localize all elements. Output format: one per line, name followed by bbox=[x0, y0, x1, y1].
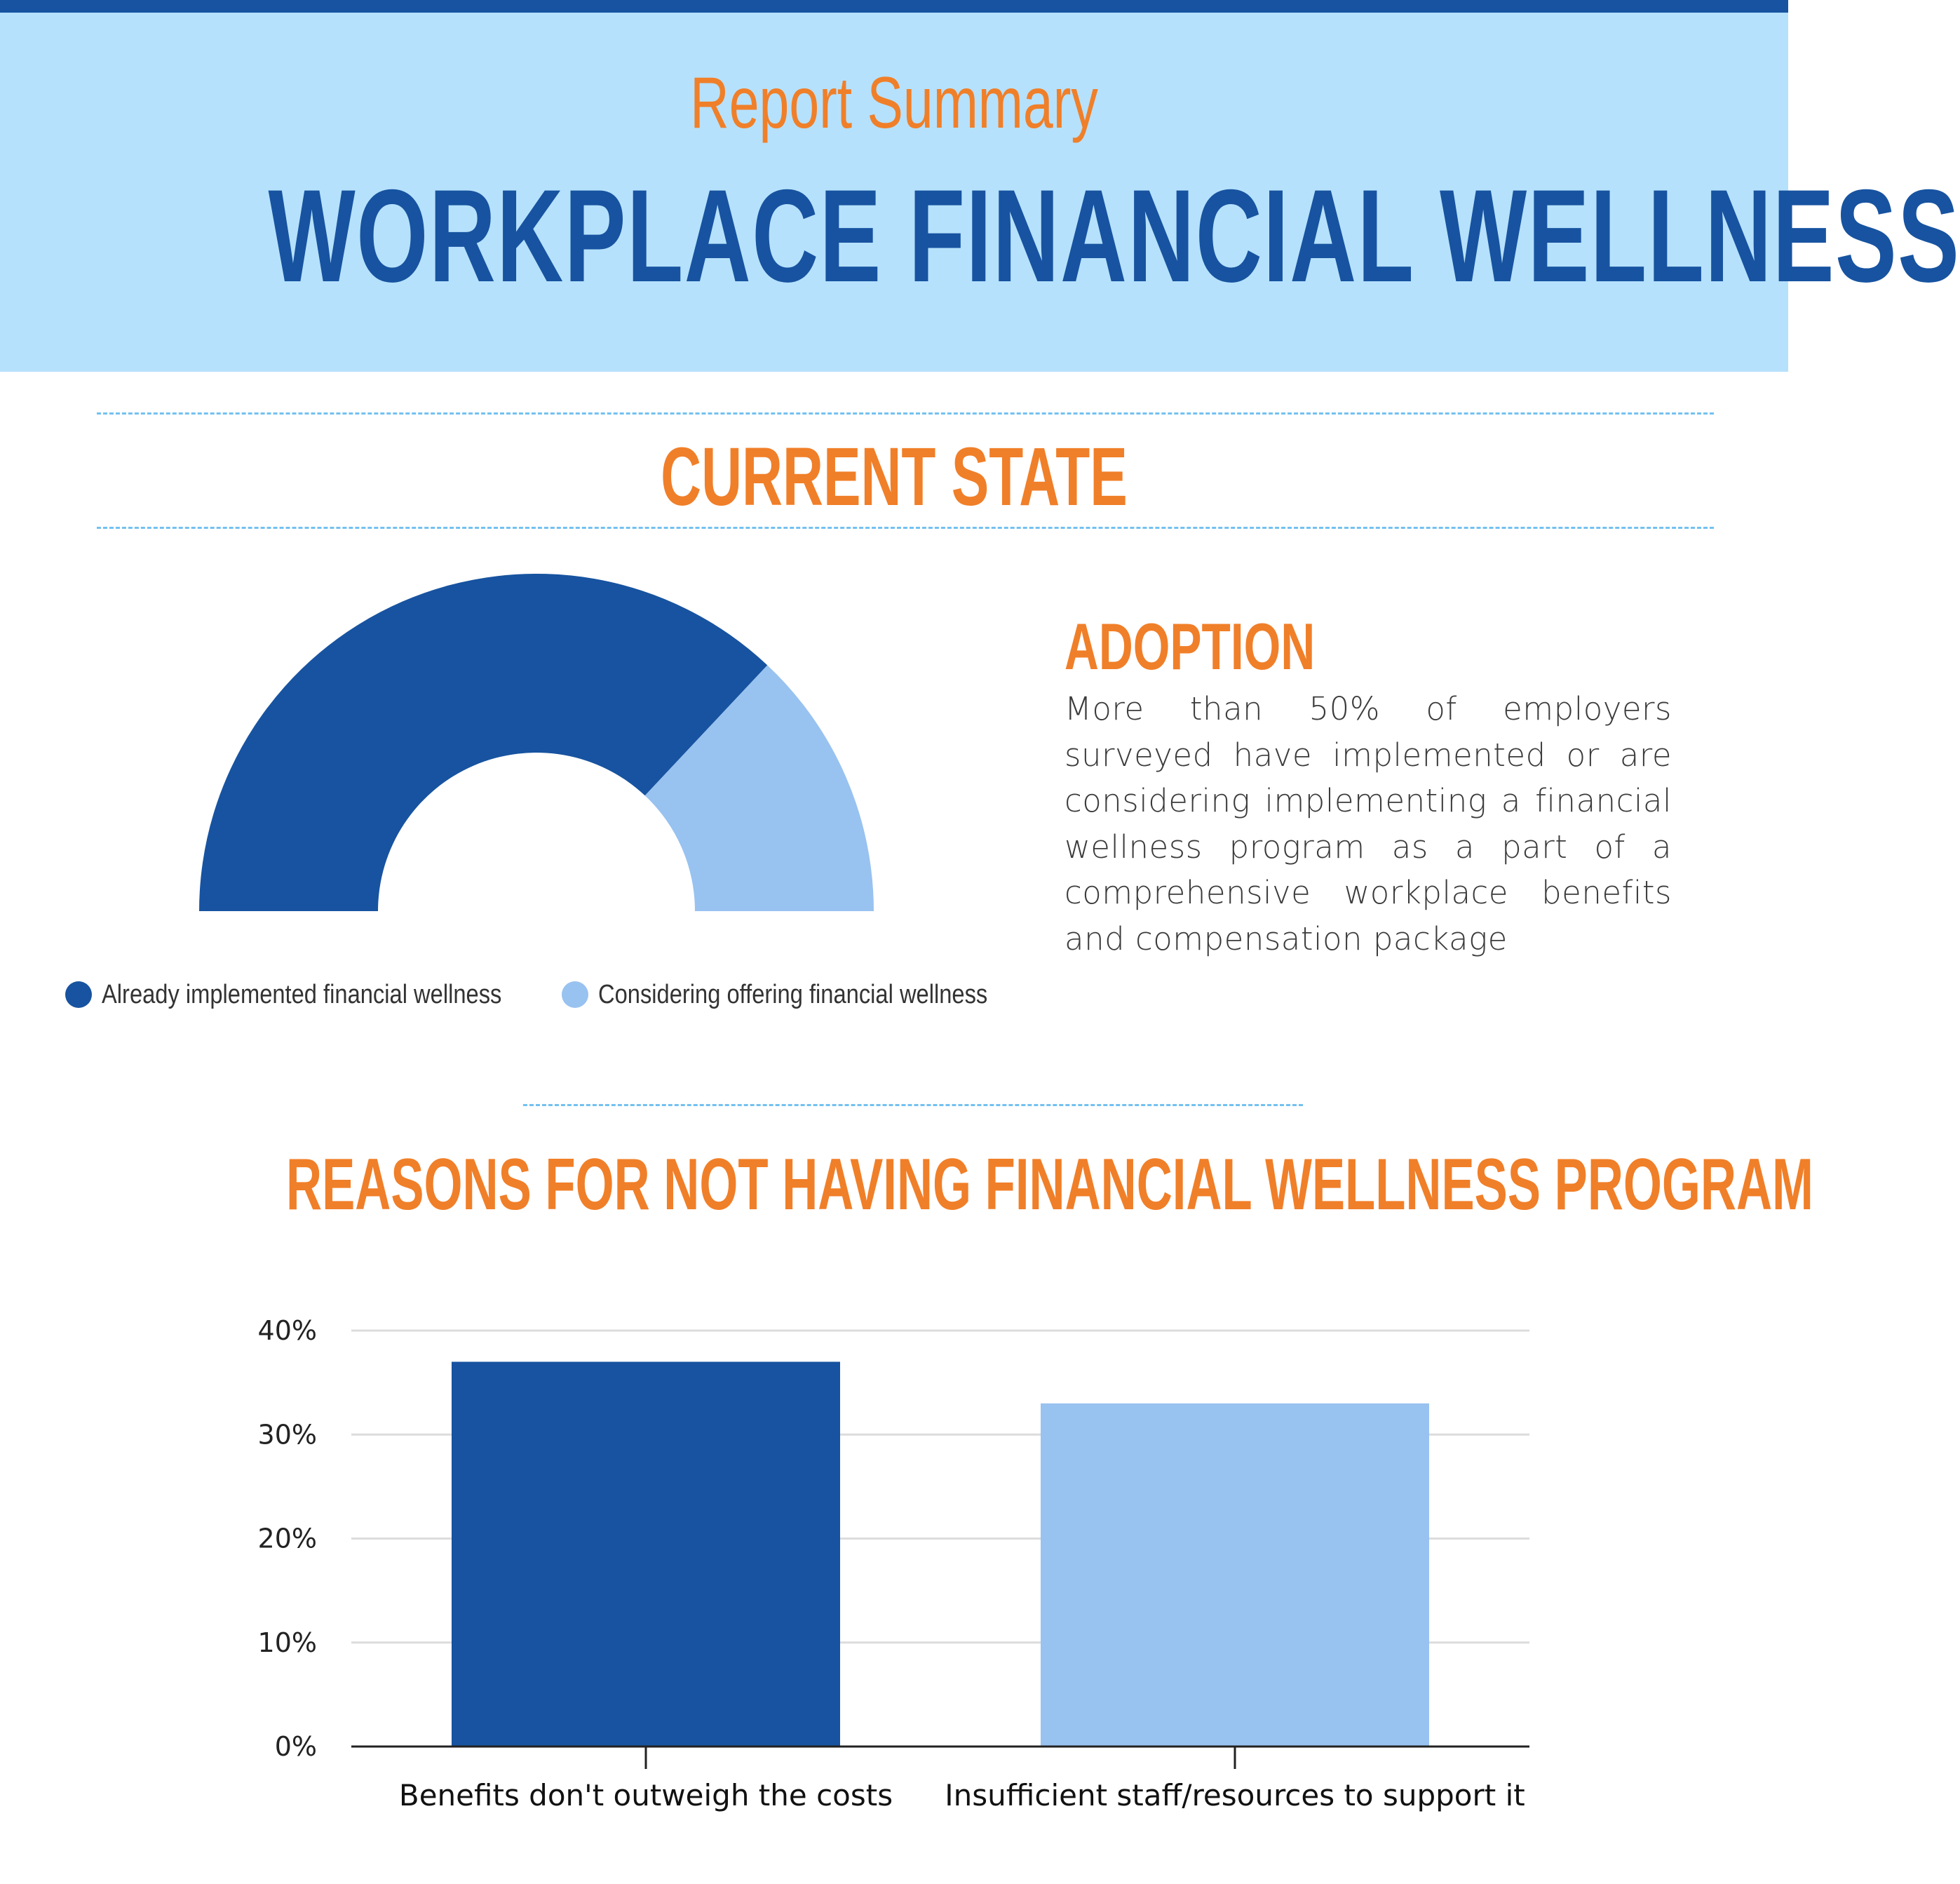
x-tick-label: Insufficient staff/resources to support it bbox=[945, 1778, 1525, 1812]
adoption-heading: ADOPTION bbox=[1065, 610, 1316, 683]
y-tick-label: 0% bbox=[274, 1731, 317, 1762]
reasons-heading: REASONS FOR NOT HAVING FINANCIAL WELLNESS PROGRAM bbox=[286, 1144, 1813, 1225]
legend-label-considering: Considering offering financial wellness bbox=[598, 979, 988, 1009]
current-state-heading: CURRENT STATE bbox=[661, 431, 1128, 523]
y-tick-label: 30% bbox=[257, 1419, 317, 1451]
legend-label-implemented: Already implemented financial wellness bbox=[102, 979, 502, 1009]
bar-2 bbox=[1041, 1404, 1429, 1747]
y-tick-label: 10% bbox=[257, 1627, 317, 1658]
report-subtitle: Report Summary bbox=[690, 62, 1098, 144]
y-tick-label: 20% bbox=[257, 1523, 317, 1554]
page-title: WORKPLACE FINANCIAL WELLNESS bbox=[268, 162, 1960, 309]
x-tick-label: Benefits don't outweigh the costs bbox=[398, 1778, 893, 1812]
adoption-description: More than 50% of employers surveyed have implemented or are considering implementing a financial wellness program as a part of a comprehensive workplace benefits and compensation package bbox=[1065, 690, 1672, 957]
bar-1 bbox=[452, 1361, 840, 1747]
y-tick-label: 40% bbox=[257, 1315, 317, 1346]
